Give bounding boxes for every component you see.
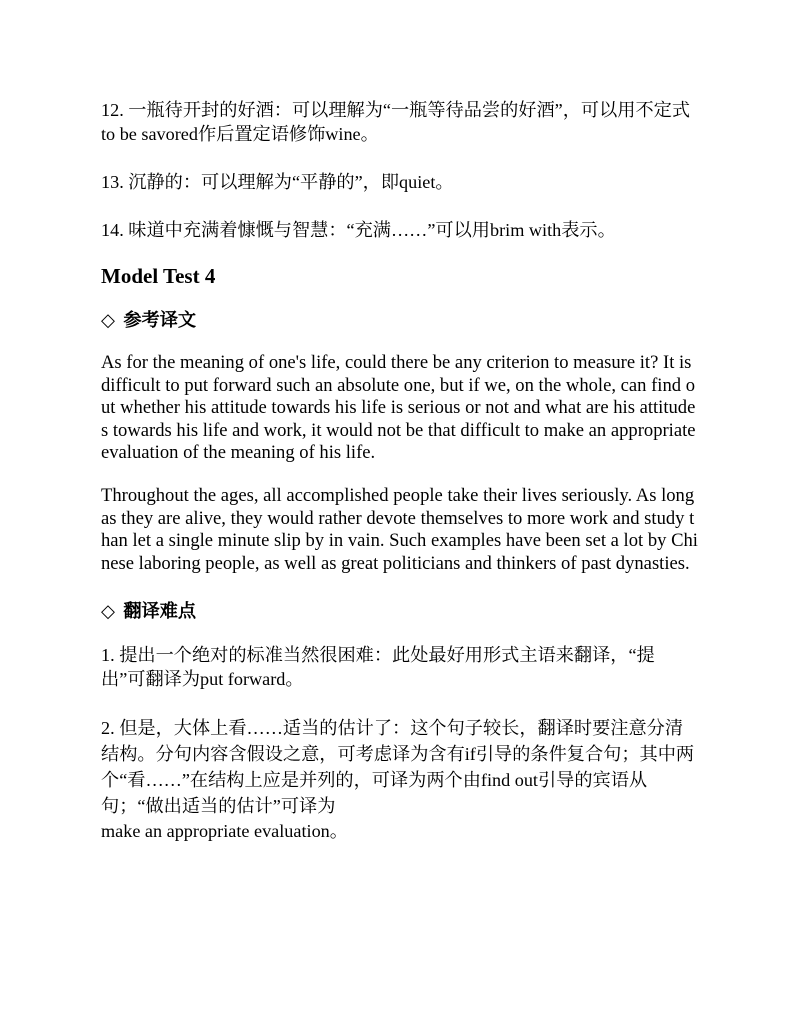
section-title: Model Test 4 (101, 264, 216, 288)
reference-heading-label: 参考译文 (123, 310, 197, 331)
translation-paragraph-2: Throughout the ages, all accomplished people take their lives seriously. As long as they are alive, they would rather devote themselves to more work and study than let a single minute slip by in vain. Such examples have been set a lot by Chinese laboring people, as well as great politicians and thinkers of past dynasties. (101, 484, 698, 574)
translation-paragraph-1: As for the meaning of one's life, could there be any criterion to measure it? It is difficult to put forward such an absolute one, but if we, on the whole, can find out whether his attitude towards his life is serious or not and what are his attitudes towards his life and work, it would not be that difficult to make an appropriate evaluation of the meaning of his life. (101, 352, 696, 464)
difficulty-item-2-continuation: make an appropriate evaluation。 (101, 821, 348, 842)
translation-difficulties-heading (101, 599, 699, 625)
diamond-bullet-icon: ◇ (101, 601, 115, 623)
reference-translation-heading (101, 308, 699, 334)
difficulty-item-1: 1. 提出一个绝对的标准当然很困难：此处最好用形式主语来翻译，“提出”可翻译为put forward。 (101, 645, 655, 690)
note-item-14: 14. 味道中充满着慷慨与智慧：“充满……”可以用brim with表示。 (101, 220, 616, 240)
note-item-13: 13. 沉静的：可以理解为“平静的”，即quiet。 (101, 172, 454, 192)
difficulty-item-2: 2. 但是，大体上看……适当的估计了：这个句子较长，翻译时要注意分清结构。分句内容含假设之意，可考虑译为含有if引导的条件复合句；其中两个“看……”在结构上应是并列的，可译为两个由find out引导的宾语从句；“做出适当的估计”可译为 (101, 718, 695, 817)
difficulty-heading-label: 翻译难点 (123, 601, 197, 623)
note-item-12: 12. 一瓶待开封的好酒：可以理解为“一瓶等待品尝的好酒”，可以用不定式to be savored作后置定语修饰wine。 (101, 100, 691, 144)
diamond-bullet-icon: ◇ (101, 310, 115, 331)
document-page (101, 98, 699, 843)
